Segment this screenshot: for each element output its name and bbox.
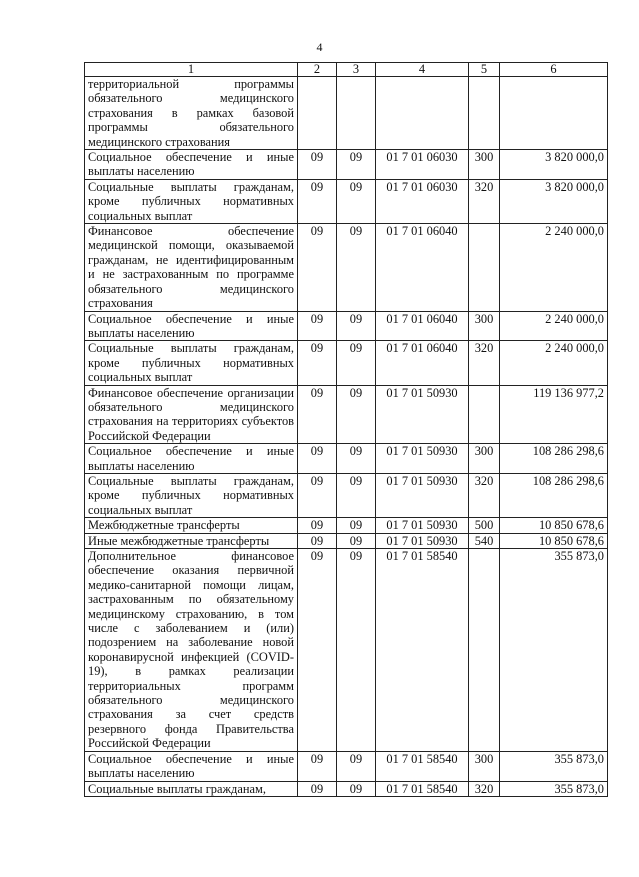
row-name-cell: Социальное обеспечение и иные выплаты населению <box>85 311 298 341</box>
amount-cell <box>500 77 608 150</box>
column-header: 2 <box>298 63 337 77</box>
budget-table <box>84 62 608 797</box>
target-article-cell: 01 7 01 06040 <box>376 224 469 311</box>
target-article-cell <box>376 77 469 150</box>
target-article-cell: 01 7 01 50930 <box>376 518 469 533</box>
column-header: 4 <box>376 63 469 77</box>
subsection-code-cell: 09 <box>337 179 376 223</box>
row-name-cell: Социальные выплаты гражданам, кроме публичных нормативных социальных выплат <box>85 473 298 517</box>
amount-cell: 10 850 678,6 <box>500 533 608 548</box>
target-article-cell: 01 7 01 50930 <box>376 473 469 517</box>
section-code-cell: 09 <box>298 473 337 517</box>
amount-cell: 108 286 298,6 <box>500 444 608 474</box>
table-row <box>85 549 608 752</box>
amount-cell: 108 286 298,6 <box>500 473 608 517</box>
section-code-cell: 09 <box>298 444 337 474</box>
subsection-code-cell: 09 <box>337 341 376 385</box>
expense-type-cell: 500 <box>469 518 500 533</box>
subsection-code-cell: 09 <box>337 473 376 517</box>
subsection-code-cell: 09 <box>337 444 376 474</box>
section-code-cell: 09 <box>298 224 337 311</box>
table-row <box>85 77 608 150</box>
page-number: 4 <box>316 40 323 54</box>
row-name-cell: Иные межбюджетные трансферты <box>85 533 298 548</box>
target-article-cell: 01 7 01 06040 <box>376 311 469 341</box>
amount-cell: 119 136 977,2 <box>500 385 608 444</box>
target-article-cell: 01 7 01 06030 <box>376 179 469 223</box>
section-code-cell: 09 <box>298 781 337 796</box>
column-header: 6 <box>500 63 608 77</box>
target-article-cell: 01 7 01 06040 <box>376 341 469 385</box>
amount-cell: 10 850 678,6 <box>500 518 608 533</box>
expense-type-cell <box>469 385 500 444</box>
expense-type-cell: 320 <box>469 179 500 223</box>
row-name-cell: Социальное обеспечение и иные выплаты населению <box>85 751 298 781</box>
section-code-cell <box>298 77 337 150</box>
table-row <box>85 533 608 548</box>
table-row <box>85 341 608 385</box>
target-article-cell: 01 7 01 06030 <box>376 150 469 180</box>
subsection-code-cell: 09 <box>337 311 376 341</box>
section-code-cell: 09 <box>298 518 337 533</box>
section-code-cell: 09 <box>298 341 337 385</box>
row-name-cell: Межбюджетные трансферты <box>85 518 298 533</box>
table-row <box>85 781 608 796</box>
table-row <box>85 179 608 223</box>
target-article-cell: 01 7 01 50930 <box>376 385 469 444</box>
amount-cell: 2 240 000,0 <box>500 341 608 385</box>
expense-type-cell: 320 <box>469 473 500 517</box>
table-body <box>85 77 608 797</box>
table-row <box>85 518 608 533</box>
expense-type-cell: 300 <box>469 444 500 474</box>
section-code-cell: 09 <box>298 549 337 752</box>
expense-type-cell: 320 <box>469 341 500 385</box>
expense-type-cell <box>469 77 500 150</box>
table-row <box>85 385 608 444</box>
subsection-code-cell: 09 <box>337 224 376 311</box>
subsection-code-cell: 09 <box>337 518 376 533</box>
target-article-cell: 01 7 01 58540 <box>376 781 469 796</box>
subsection-code-cell: 09 <box>337 533 376 548</box>
row-name-cell: Социальное обеспечение и иные выплаты населению <box>85 150 298 180</box>
amount-cell: 355 873,0 <box>500 549 608 752</box>
subsection-code-cell: 09 <box>337 385 376 444</box>
expense-type-cell <box>469 224 500 311</box>
subsection-code-cell: 09 <box>337 150 376 180</box>
target-article-cell: 01 7 01 50930 <box>376 444 469 474</box>
target-article-cell: 01 7 01 50930 <box>376 533 469 548</box>
row-name-cell: территориальной программы обязательного медицинского страхования в рамках базовой программы обязательного медицинского страхования <box>85 77 298 150</box>
expense-type-cell <box>469 549 500 752</box>
column-header: 3 <box>337 63 376 77</box>
row-name-cell: Финансовое обеспечение организации обязательного медицинского страхования на территориях субъектов Российской Федерации <box>85 385 298 444</box>
row-name-cell: Дополнительное финансовое обеспечение оказания первичной медико-санитарной помощи лицам, застрахованным по обязательному медицинскому страхованию, в том числе с заболеванием и (или) подозрением на заболевание новой коронавирусной инфекцией (COVID-19), в рамках реализации территориальных программ обязательного медицинского страхования за счет средств резервного фонда Правительства Российской Федерации <box>85 549 298 752</box>
expense-type-cell: 320 <box>469 781 500 796</box>
target-article-cell: 01 7 01 58540 <box>376 549 469 752</box>
amount-cell: 3 820 000,0 <box>500 179 608 223</box>
table-row <box>85 473 608 517</box>
amount-cell: 2 240 000,0 <box>500 311 608 341</box>
section-code-cell: 09 <box>298 751 337 781</box>
table-row <box>85 224 608 311</box>
amount-cell: 3 820 000,0 <box>500 150 608 180</box>
table-row <box>85 150 608 180</box>
expense-type-cell: 540 <box>469 533 500 548</box>
table-row <box>85 311 608 341</box>
row-name-cell: Социальные выплаты гражданам, кроме публичных нормативных социальных выплат <box>85 179 298 223</box>
subsection-code-cell: 09 <box>337 751 376 781</box>
column-header: 5 <box>469 63 500 77</box>
subsection-code-cell: 09 <box>337 781 376 796</box>
expense-type-cell: 300 <box>469 311 500 341</box>
amount-cell: 2 240 000,0 <box>500 224 608 311</box>
subsection-code-cell: 09 <box>337 549 376 752</box>
expense-type-cell: 300 <box>469 751 500 781</box>
amount-cell: 355 873,0 <box>500 781 608 796</box>
row-name-cell: Социальное обеспечение и иные выплаты населению <box>85 444 298 474</box>
table-row <box>85 444 608 474</box>
section-code-cell: 09 <box>298 533 337 548</box>
row-name-cell: Социальные выплаты гражданам, <box>85 781 298 796</box>
column-header: 1 <box>85 63 298 77</box>
section-code-cell: 09 <box>298 385 337 444</box>
row-name-cell: Финансовое обеспечение медицинской помощи, оказываемой гражданам, не идентифицированным и не застрахованным по программе обязательного медицинского страхования <box>85 224 298 311</box>
amount-cell: 355 873,0 <box>500 751 608 781</box>
table-row <box>85 751 608 781</box>
row-name-cell: Социальные выплаты гражданам, кроме публичных нормативных социальных выплат <box>85 341 298 385</box>
expense-type-cell: 300 <box>469 150 500 180</box>
section-code-cell: 09 <box>298 311 337 341</box>
target-article-cell: 01 7 01 58540 <box>376 751 469 781</box>
subsection-code-cell <box>337 77 376 150</box>
section-code-cell: 09 <box>298 150 337 180</box>
header-row <box>85 63 608 77</box>
section-code-cell: 09 <box>298 179 337 223</box>
